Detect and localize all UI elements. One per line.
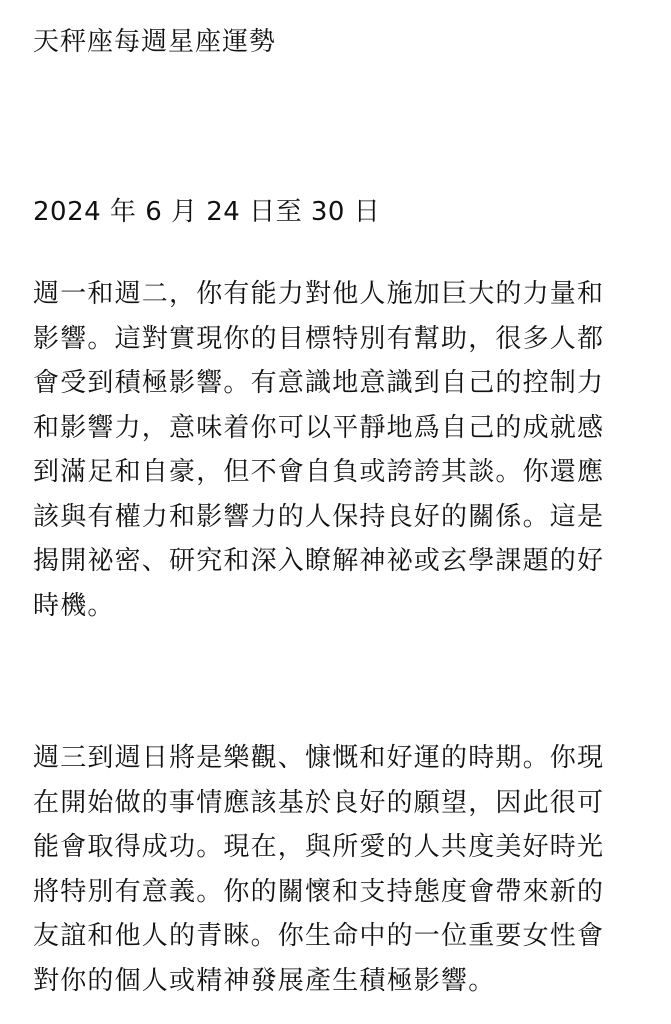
paragraph-line: 到滿足和自豪，但不會自負或誇誇其談。你還應 bbox=[33, 457, 605, 487]
paragraph-line: 對你的個人或精神發展產生積極影響。 bbox=[33, 965, 496, 996]
paragraph-line: 和影響力，意味着你可以平靜地爲自己的成就感 bbox=[33, 412, 605, 443]
page-title: 天秤座每週星座運勢 bbox=[33, 27, 277, 57]
paragraph-line: 揭開祕密、研究和深入瞭解神祕或玄學課題的好 bbox=[33, 546, 605, 576]
paragraph-wednesday-sunday bbox=[33, 736, 633, 1003]
paragraph-line: 將特別有意義。你的關懷和支持態度會帶來新的 bbox=[33, 876, 605, 907]
paragraph-line: 影響。這對實現你的目標特別有幫助，很多人都 bbox=[33, 323, 605, 354]
paragraph-line: 友誼和他人的青睞。你生命中的一位重要女性會 bbox=[33, 921, 605, 951]
paragraph-line: 週一和週二，你有能力對他人施加巨大的力量和 bbox=[33, 279, 605, 309]
paragraph-line: 週三到週日將是樂觀、慷慨和好運的時期。你現 bbox=[33, 743, 605, 773]
paragraph-line: 會受到積極影響。有意識地意識到自己的控制力 bbox=[33, 368, 605, 398]
paragraph-line: 時機。 bbox=[33, 590, 115, 621]
paragraph-line: 該與有權力和影響力的人保持良好的關係。這是 bbox=[33, 501, 605, 532]
paragraph-line: 能會取得成功。現在，與所愛的人共度美好時光 bbox=[33, 832, 605, 862]
paragraph-monday-tuesday bbox=[33, 272, 633, 628]
date-range: 2024 年 6 月 24 日至 30 日 bbox=[33, 197, 381, 227]
paragraph-line: 在開始做的事情應該基於良好的願望，因此很可 bbox=[33, 787, 605, 818]
